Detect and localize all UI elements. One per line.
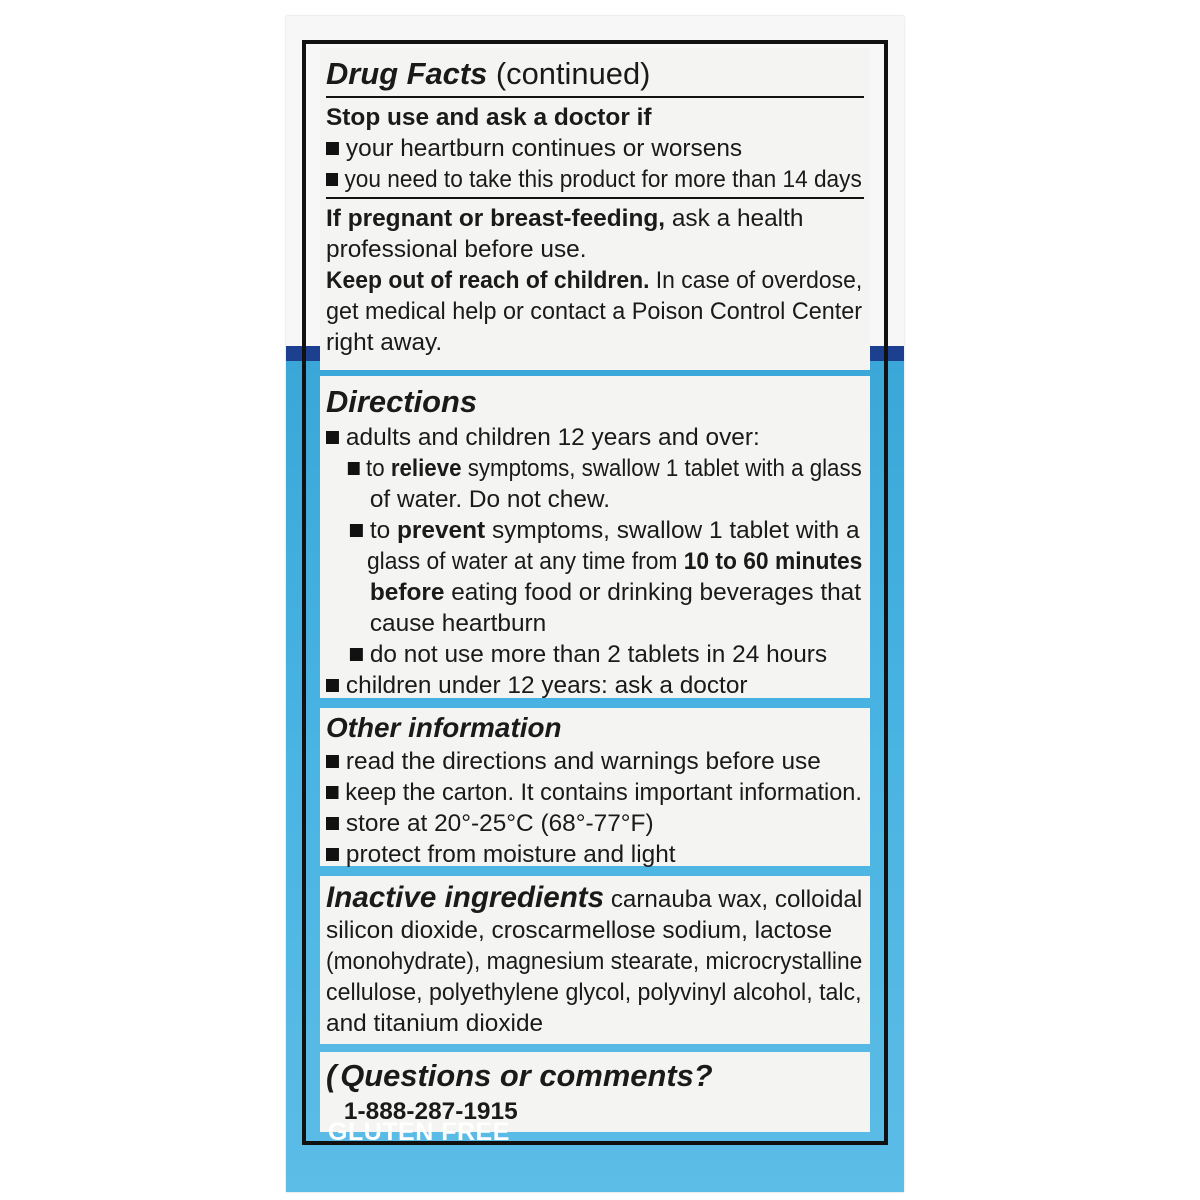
keep-out-text: right away. [326,329,443,356]
bullet-square-icon [326,431,339,444]
inactive-ingredients-heading: Inactive ingredients [326,881,605,914]
other-item: store at 20°-25°C (68°-77°F) [326,808,862,839]
inactive-ingredients-line: silicon dioxide, croscarmellose sodium, lactose [326,917,833,944]
directions-subitem: to prevent symptoms, swallow 1 tablet with a [326,515,862,546]
questions-heading: Questions or comments? [340,1058,713,1093]
stop-use-heading: Stop use and ask a doctor if [326,104,652,131]
phone-number: 1-888-287-1915 [343,1098,518,1125]
inactive-ingredients-line: cellulose, polyethylene glycol, polyvinyl alcohol, talc, [326,979,862,1006]
drug-facts-title: Drug Facts (continued) [326,56,651,91]
drug-facts-box [302,40,888,1145]
bullet-square-icon [326,848,339,861]
other-item: read the directions and warnings before use [326,746,862,777]
stop-use-item: you need to take this product for more than 14 days [326,164,823,195]
inactive-ingredients-line: (monohydrate), magnesium stearate, microcrystalline [326,948,863,975]
other-item: keep the carton. It contains important information. [326,777,843,808]
bullet-square-icon [348,462,360,475]
inactive-ingredients-line: and titanium dioxide [326,1010,544,1037]
other-information-heading: Other information [326,712,562,743]
bullet-square-icon [326,142,339,155]
directions-heading: Directions [326,384,478,419]
inactive-ingredients-panel [320,876,870,1044]
directions-subitem-cont: of water. Do not chew. [369,486,611,513]
pregnant-text: professional before use. [326,236,587,263]
questions-heading-line [326,1056,862,1096]
directions-item: children under 12 years: ask a doctor [326,670,862,701]
bullet-square-icon [326,173,338,186]
stop-use-item: your heartburn continues or worsens [326,133,862,164]
phone-icon: ( [326,1058,337,1093]
bullet-square-icon [326,817,339,830]
bullet-square-icon [350,648,363,661]
bullet-square-icon [350,524,363,537]
bullet-square-icon [326,679,339,692]
directions-panel [320,376,870,698]
bullet-square-icon [326,755,339,768]
pregnant-text: If pregnant or breast-feeding, ask a health [326,205,804,232]
directions-subitem: do not use more than 2 tablets in 24 hours [326,639,862,670]
divider [326,96,864,98]
keep-out-text: Keep out of reach of children. In case of overdose, [326,267,863,294]
directions-subitem-cont: glass of water at any time from 10 to 60 minutes [366,548,863,575]
directions-subitem-cont: before eating food or drinking beverages that [369,579,862,606]
other-information-panel [320,708,870,866]
bullet-square-icon [326,786,338,799]
inactive-ingredients-line: Inactive ingredients carnauba wax, colloidal [326,881,863,914]
drug-facts-continued-panel [320,48,870,370]
other-item: protect from moisture and light [326,839,862,870]
directions-subitem-cont: cause heartburn [369,610,547,637]
divider [326,197,864,199]
gluten-free-label: GLUTEN FREE [328,1118,510,1146]
directions-item: adults and children 12 years and over: [326,422,862,453]
directions-subitem: to relieve symptoms, swallow 1 tablet with a glass [326,453,816,484]
keep-out-text: get medical help or contact a Poison Control Center [326,298,863,325]
